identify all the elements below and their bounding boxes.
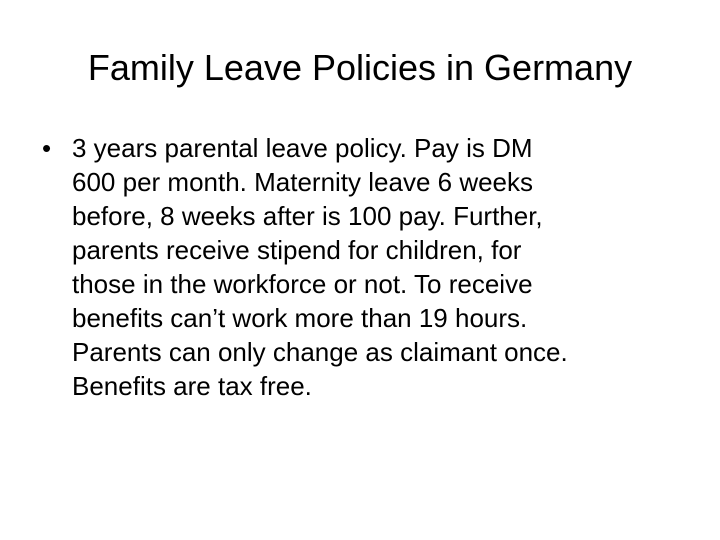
bullet-text-line: Parents can only change as claimant once. bbox=[72, 337, 568, 367]
bullet-item bbox=[0, 131, 720, 403]
bullet-text-line: before, 8 weeks after is 100 pay. Further, bbox=[72, 201, 543, 231]
slide-title: Family Leave Policies in Germany bbox=[87, 47, 633, 88]
bullet-text-line: 3 years parental leave policy. Pay is DM bbox=[72, 133, 533, 163]
bullet-text-line: parents receive stipend for children, for bbox=[72, 235, 522, 265]
bullet-text-line: benefits can’t work more than 19 hours. bbox=[72, 303, 528, 333]
bullet-text-line: 600 per month. Maternity leave 6 weeks bbox=[72, 167, 534, 197]
bullet-marker: • bbox=[42, 133, 52, 163]
bullet-list bbox=[0, 131, 720, 403]
bullet-text-line: those in the workforce or not. To receive bbox=[72, 269, 533, 299]
bullet-text-line: Benefits are tax free. bbox=[72, 371, 312, 401]
